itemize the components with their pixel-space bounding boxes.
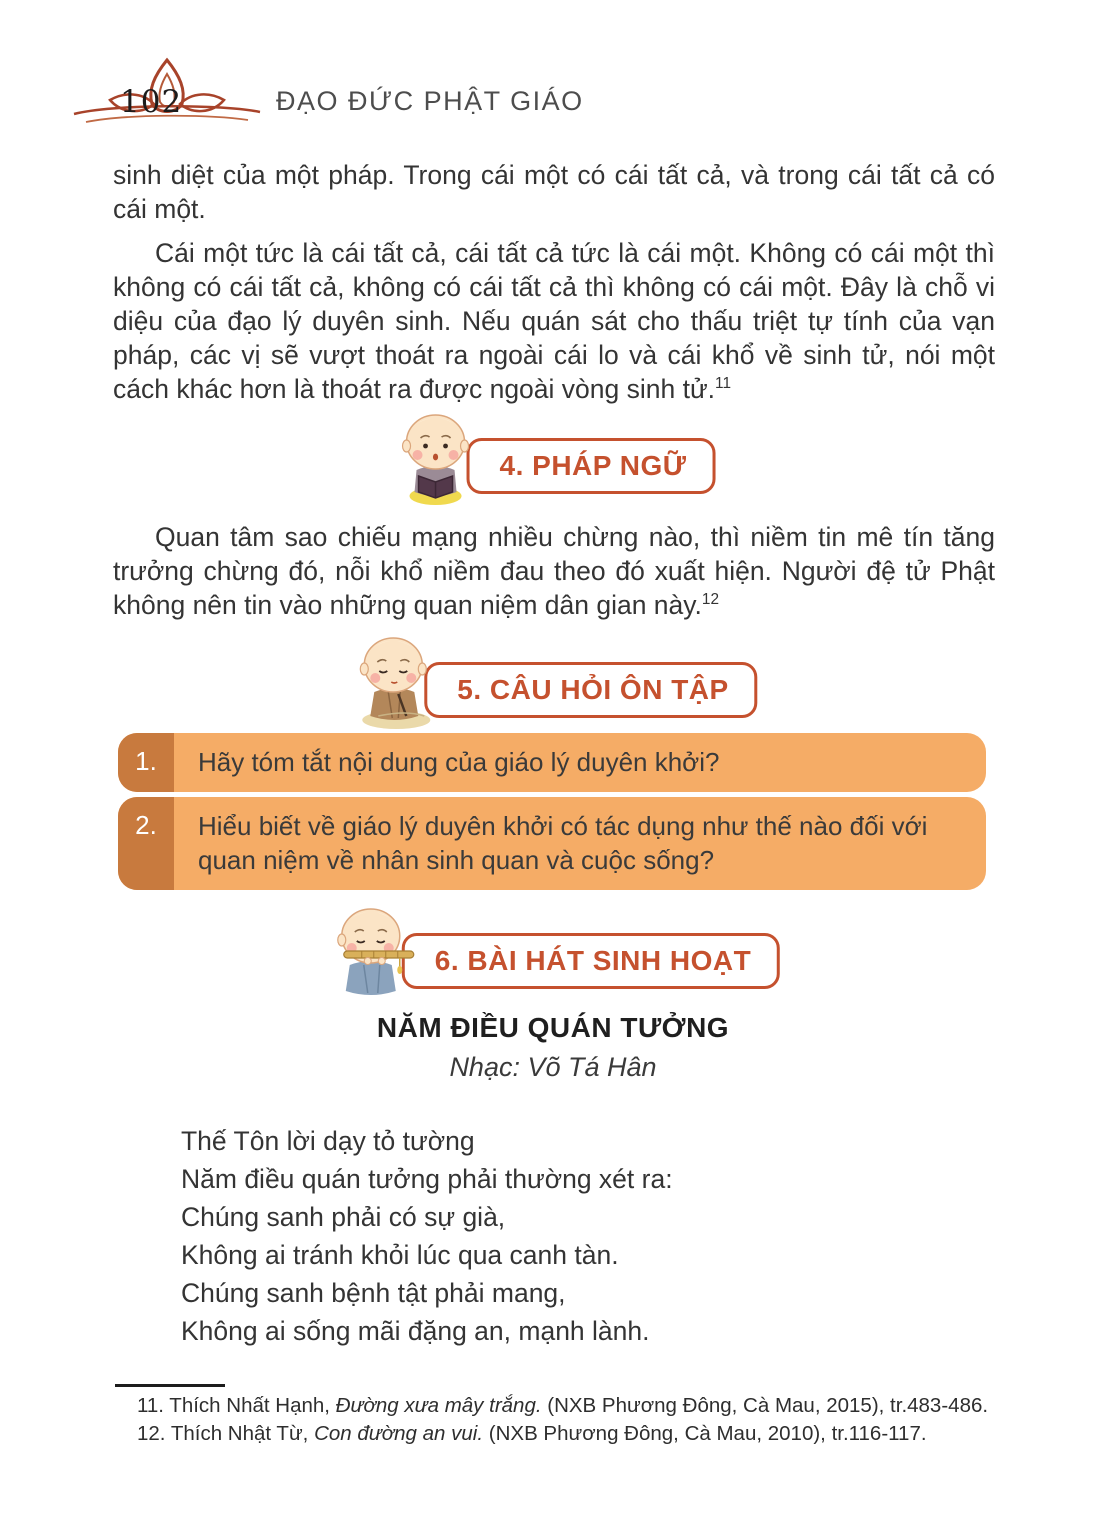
paragraph-1-text: sinh diệt của một pháp. Trong cái một có cái tất cả, và trong cái tất cả có cái một. [113,160,995,224]
footnote-12-publisher: (NXB Phương Đông, Cà Mau, 2010), tr.116-117. [483,1422,927,1445]
question-2 [118,797,986,890]
monk-playing-flute-icon [326,903,416,1003]
lyric-line: Không ai tránh khỏi lúc qua canh tàn. [181,1240,619,1270]
monk-reading-book-icon [391,408,481,508]
lyric-line: Chúng sanh bệnh tật phải mang, [181,1278,566,1308]
question-2-number: 2. [118,797,174,890]
section-4-header [391,408,716,508]
book-title: ĐẠO ĐỨC PHẬT GIÁO [276,85,584,116]
footnote-ref-11: 11 [715,375,731,393]
song-title: NĂM ĐIỀU QUÁN TƯỞNG [376,1012,730,1043]
paragraph-3-text: Quan tâm sao chiếu mạng nhiều chừng nào, thì niềm tin mê tín tăng trưởng chừng đó, nỗi khổ niềm đau theo đó xuất hiện. Người đệ tử Phật không nên tin vào những quan niệm dân gian này. [113,522,995,620]
footnote-12 [137,1420,997,1448]
footnote-11 [137,1392,997,1420]
question-2-text: Hiểu biết về giáo lý duyên khởi có tác dụng như thế nào đối với quan niệm về nhân sinh quan và cuộc sống? [198,811,928,875]
footnote-11-book-title: Đường xưa mây trắng. [335,1394,542,1417]
section-5-title: 5. CÂU HỎI ÔN TẬP [424,662,757,718]
section-4-title: 4. PHÁP NGỮ [467,438,716,494]
monk-writing-icon [348,632,438,732]
song-composer: Nhạc: Võ Tá Hân [449,1052,657,1082]
question-1 [118,733,986,792]
lyric-line: Thế Tôn lời dạy tỏ tường [181,1126,475,1156]
song-lyrics [181,1122,673,1350]
question-1-number: 1. [118,733,174,792]
paragraph-2 [113,236,995,406]
footnote-11-publisher: (NXB Phương Đông, Cà Mau, 2015), tr.483-486. [541,1394,989,1417]
paragraph-3 [113,520,995,622]
lyric-line: Năm điều quán tưởng phải thường xét ra: [181,1164,673,1194]
footnote-ref-12: 12 [701,591,720,609]
section-6-title: 6. BÀI HÁT SINH HOẠT [402,933,780,989]
lotus-logo [72,52,262,132]
question-1-text: Hãy tóm tắt nội dung của giáo lý duyên khởi? [198,747,720,777]
footnote-12-book-title: Con đường an vui. [314,1422,484,1445]
section-5-header [348,632,757,732]
paragraph-1 [113,158,995,226]
lyric-line: Chúng sanh phải có sự già, [181,1202,506,1232]
page-number: 102 [120,84,183,120]
footnote-12-number: 12. [137,1422,166,1445]
lyric-line: Không ai sống mãi đặng an, mạnh lành. [181,1316,650,1346]
section-6-header [326,903,780,1003]
paragraph-2-text: Cái một tức là cái tất cả, cái tất cả tức là cái một. Không có cái một thì không có cái tất cả, không có cái tất cả thì không có cái một. Đây là chỗ vi diệu của đạo lý duyên sinh. Nếu quán sát cho thấu triệt tự tính của vạn pháp, các vị sẽ vượt thoát ra ngoài cái lo và cái khổ về sinh tử, nói một cách khác hơn là thoát ra được ngoài vòng sinh tử. [113,238,995,404]
footnote-divider [115,1384,225,1387]
footnote-11-number: 11. [137,1394,164,1417]
footnotes [137,1392,997,1448]
page-header [72,52,584,132]
footnote-11-author: Thích Nhất Hạnh, [163,1394,336,1417]
footnote-12-author: Thích Nhật Từ, [165,1422,315,1445]
